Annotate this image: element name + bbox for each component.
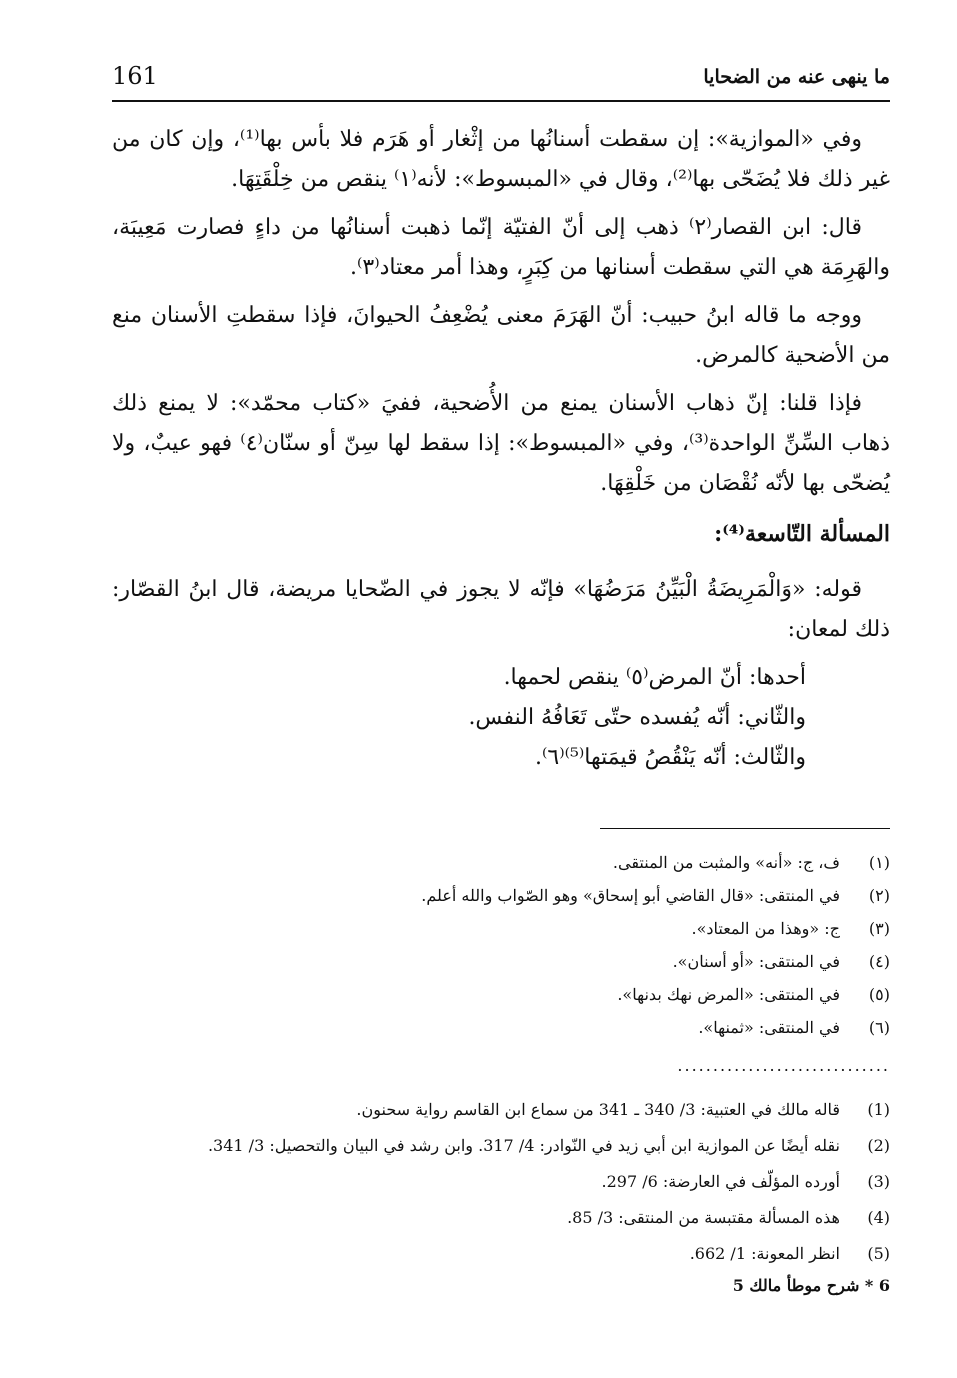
- footnote-text: ف، ج: «أنه» والمثبت من المنتقى.: [612, 853, 840, 872]
- running-title: ما ينهى عنه من الضحايا: [703, 66, 890, 88]
- footnote: [112, 945, 890, 978]
- header-rule: [112, 100, 890, 102]
- footnote-rule: [600, 828, 890, 829]
- footnote-text: في المنتقى: «أو أسنان».: [672, 952, 840, 971]
- section-heading: المسألة التّاسعة⁽⁴⁾:: [714, 521, 890, 547]
- footnote-text: في المنتقى: «ثمنها».: [698, 1018, 840, 1037]
- paragraph-2: قال: ابن القصار⁽٢⁾ ذهب إلى أنّ الفتيّة إنّما ذهبت أسنانُها من داءٍ فصارت مَعِيبَة، والهَرِمَة هي التي سقطت أسنانها من كِبَرٍ، وهذا أمر معتاد⁽٣⁾.: [112, 215, 890, 280]
- editor-footnotes: [112, 846, 890, 1044]
- footnote: [112, 846, 890, 879]
- footnote-number: (1): [867, 1100, 890, 1119]
- page-header: [112, 62, 890, 96]
- footnote-text: أورده المؤلّف في العارضة: 6/ 297.: [601, 1172, 840, 1191]
- footnote-number: (4): [867, 1208, 890, 1227]
- footnote-text: في المنتقى: «المرض نهك بدنها».: [617, 985, 840, 1004]
- footnote-number: (١): [868, 853, 890, 872]
- footnote: [112, 1092, 890, 1128]
- paragraph-5: قوله: «وَالْمَرِيضَةُ الْبَيِّنُ مَرَضُهَا» فإنّه لا يجوز في الضّحايا مريضة، قال ابنُ القصّار: ذلك لمعان:: [112, 577, 890, 642]
- printer-signature: 6 * شرح موطأ مالك 5: [732, 1276, 890, 1295]
- footnote-text: ج: «وهذا من المعتاد».: [691, 919, 840, 938]
- footnote-number: (2): [867, 1136, 890, 1155]
- footnote-text: قاله مالك في العتبية: 3/ 340 ـ 341 من سماع ابن القاسم رواية سحنون.: [356, 1100, 840, 1119]
- footnote-text: نقله أيضًا عن الموازية ابن أبي زيد في النّوادر: 4/ 317. وابن رشد في البيان والتحصيل: 3/ 341.: [207, 1136, 840, 1155]
- footnote: [112, 879, 890, 912]
- footnote-number: (٢): [868, 886, 890, 905]
- footnote-number: (3): [867, 1172, 890, 1191]
- footnote-text: في المنتقى: «قال القاضي أبو إسحاق» وهو الصّواب والله أعلم.: [421, 886, 840, 905]
- list-item: والثّالث: أنّه يَنْقُصُ قيمَتها⁽⁵⁾⁽٦⁾.: [535, 745, 806, 770]
- paragraph-3: ووجه ما قاله ابنُ حبيب: أنّ الهَرَمَ معنى يُضْعِفُ الحيوانَ، فإذا سقطتِ الأسنان منع من الأضحية كالمرض.: [112, 303, 890, 368]
- list-item: والثّاني: أنّه يُفسده حتّى تَعَافُهُ النفس.: [468, 705, 806, 730]
- footnote: [112, 1128, 890, 1164]
- footnote-text: هذه المسألة مقتبسة من المنتقى: 3/ 85.: [567, 1208, 840, 1227]
- footnote: [112, 912, 890, 945]
- source-footnotes: [112, 1092, 890, 1272]
- footnote: [112, 1011, 890, 1044]
- footnote: [112, 1236, 890, 1272]
- paragraph-1: وفي «الموازية»: إن سقطت أسنانُها من إثْغار أو هَرَم فلا بأس بها⁽¹⁾، وإن كان من غير ذلك فلا يُضَحّى بها⁽²⁾، وقال في «المبسوط»: لأنه⁽١⁾ ينقص من خِلْقَتِهَا.: [112, 127, 890, 192]
- footnote-number: (٣): [868, 919, 890, 938]
- footnote: [112, 1200, 890, 1236]
- footnote-text: انظر المعونة: 1/ 662.: [689, 1244, 840, 1263]
- page-number: 161: [112, 62, 158, 90]
- footnote: [112, 978, 890, 1011]
- main-text: [112, 120, 890, 778]
- footnote-number: (٤): [868, 952, 890, 971]
- footnote-number: (٥): [868, 985, 890, 1004]
- footnote: [112, 1164, 890, 1200]
- dotted-separator: ..............................: [677, 1056, 890, 1075]
- list-item: أحدها: أنّ المرض⁽٥⁾ ينقص لحمها.: [503, 665, 806, 690]
- footnote-number: (5): [867, 1244, 890, 1263]
- footnote-number: (٦): [868, 1018, 890, 1037]
- paragraph-4: فإذا قلنا: إنّ ذهاب الأسنان يمنع من الأُضحية، ففيَ «كتاب محمّد»: لا يمنع ذلك ذهاب السِّنِّ الواحدة⁽³⁾، وفي «المبسوط»: إذا سقط لها سِنّ أو سنّان⁽٤⁾ فهو عيبٌ، ولا يُضحّى بها لأنّه نُقْصَان من خَلْقِهَا.: [112, 391, 891, 496]
